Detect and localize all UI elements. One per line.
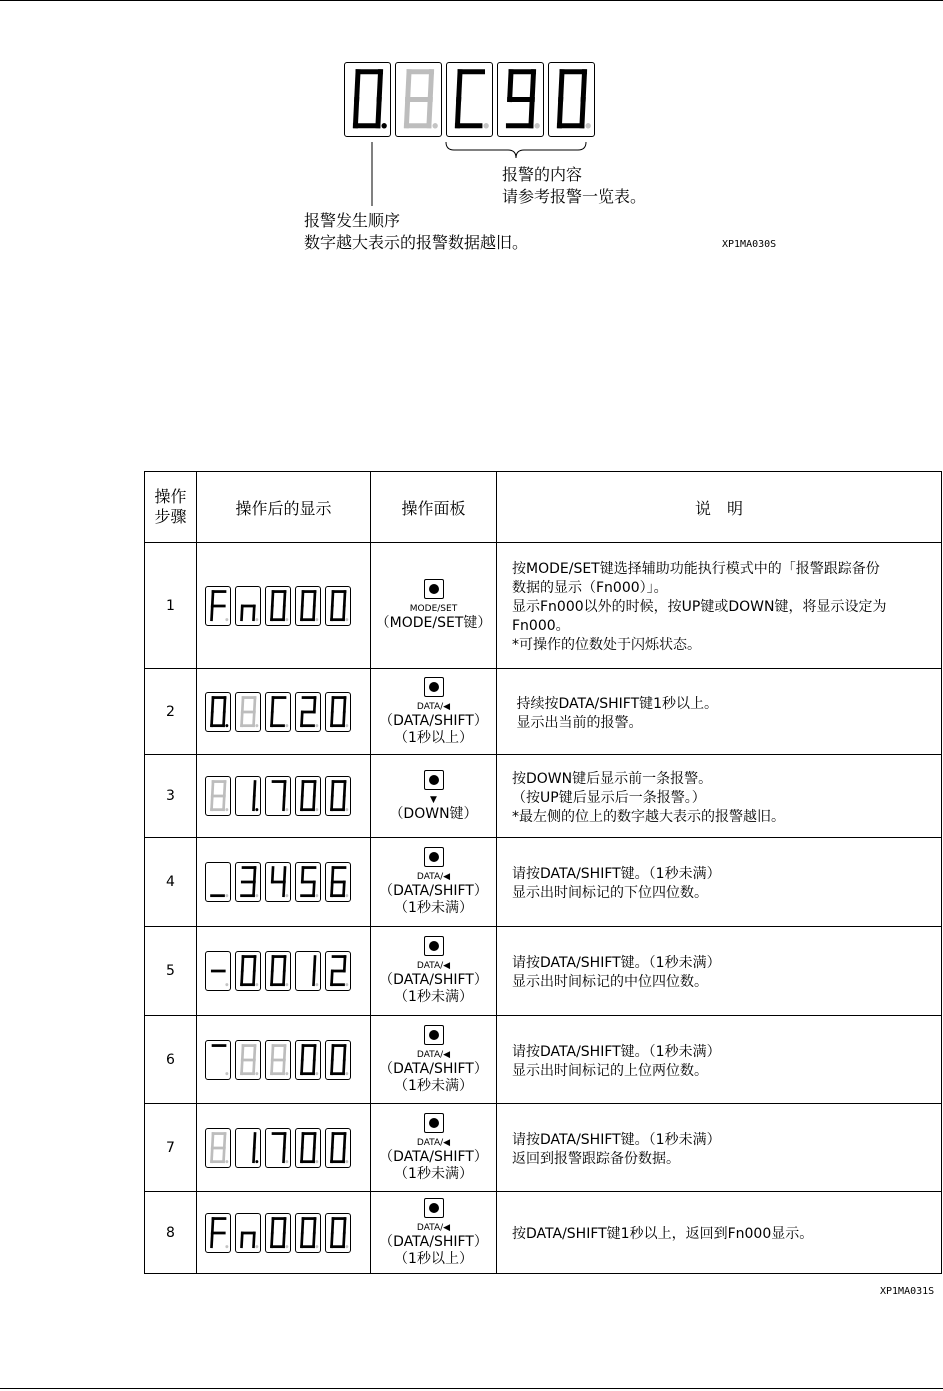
seven-segment-digit	[235, 776, 261, 816]
step-number: 4	[145, 838, 197, 927]
description-cell	[497, 543, 942, 669]
panel-cell	[371, 1192, 497, 1274]
seven-segment-display	[197, 1128, 370, 1168]
seven-segment-display	[197, 1213, 370, 1253]
panel-key-button[interactable]	[424, 770, 444, 790]
seven-segment-digit	[265, 1213, 291, 1253]
seven-segment-digit	[235, 692, 261, 732]
seven-segment-display	[197, 951, 370, 991]
seven-segment-digit	[265, 692, 291, 732]
key-icon-label: DATA/◀	[416, 872, 451, 882]
description-line: 按MODE/SET键选择辅助功能执行模式中的「报警跟踪备份	[512, 561, 880, 577]
table-row	[145, 838, 942, 927]
panel-cell	[371, 838, 497, 927]
description-line: 请按DATA/SHIFT键。（1秒未满）	[512, 1043, 721, 1060]
header-desc: 说 明	[497, 472, 942, 543]
seven-segment-display	[197, 1040, 370, 1080]
seven-segment-digit	[205, 586, 231, 626]
description-line: 显示出时间标记的中位四位数。	[512, 974, 708, 990]
seven-segment-digit	[325, 586, 351, 626]
description-cell	[497, 669, 942, 755]
description-cell	[497, 838, 942, 927]
panel-key-button[interactable]	[424, 936, 444, 956]
seven-segment-digit	[205, 1128, 231, 1168]
display-cell	[197, 1016, 371, 1104]
panel-cell	[371, 1016, 497, 1104]
key-icon-label: DATA/◀	[416, 961, 451, 971]
key-name: （DATA/SHIFT）	[379, 712, 488, 729]
description-line: 返回到报警跟踪备份数据。	[512, 1150, 680, 1167]
description-cell	[497, 1192, 942, 1274]
alarm-contents-label: 报警的内容 请参考报警一览表。	[502, 165, 647, 206]
panel-cell	[371, 755, 497, 838]
seven-segment-digit	[295, 862, 321, 902]
table-row	[145, 1016, 942, 1104]
description-line: 显示出时间标记的下位四位数。	[512, 885, 708, 901]
seven-segment-digit	[295, 692, 321, 732]
seven-segment-digit	[235, 951, 261, 991]
step-number: 5	[145, 927, 197, 1016]
seven-segment-digit	[325, 1128, 351, 1168]
seven-segment-digit	[205, 862, 231, 902]
panel-cell	[371, 927, 497, 1016]
seven-segment-digit	[205, 1213, 231, 1253]
description-cell	[497, 1104, 942, 1192]
seven-segment-display	[197, 692, 370, 732]
step-number: 8	[145, 1192, 197, 1274]
panel-key-button[interactable]	[424, 847, 444, 867]
panel-key-button[interactable]	[424, 1025, 444, 1045]
header-display: 操作后的显示	[197, 472, 371, 543]
description-line: 请按DATA/SHIFT键。（1秒未满）	[512, 955, 721, 971]
panel-key-button[interactable]	[424, 677, 444, 697]
panel-key-button[interactable]	[424, 1198, 444, 1218]
seven-segment-digit	[325, 1040, 351, 1080]
description-line: Fn000。	[512, 618, 570, 634]
step-number: 3	[145, 755, 197, 838]
display-cell	[197, 1104, 371, 1192]
key-duration: （1秒未满）	[394, 1077, 473, 1094]
description-cell	[497, 927, 942, 1016]
step-number: 1	[145, 543, 197, 669]
seven-segment-digit	[235, 862, 261, 902]
seven-segment-digit	[265, 951, 291, 991]
seven-segment-digit	[265, 776, 291, 816]
display-cell	[197, 927, 371, 1016]
seven-segment-digit	[235, 1040, 261, 1080]
table-row	[145, 1192, 942, 1274]
seven-segment-digit	[235, 1128, 261, 1168]
table-row	[145, 669, 942, 755]
description-line: 数据的显示（Fn000）」。	[512, 580, 668, 596]
display-cell	[197, 838, 371, 927]
description-cell	[497, 755, 942, 838]
seven-segment-digit	[295, 776, 321, 816]
key-duration: （1秒未满）	[394, 900, 473, 916]
seven-segment-digit	[295, 1040, 321, 1080]
description-line: 持续按DATA/SHIFT键1秒以上。	[512, 695, 719, 712]
table-code: XP1MA031S	[880, 1286, 935, 1297]
display-cell	[197, 755, 371, 838]
panel-key-button[interactable]	[424, 579, 444, 599]
panel-cell	[371, 669, 497, 755]
description-cell	[497, 1016, 942, 1104]
key-icon-label: DATA/◀	[416, 701, 451, 712]
bottom-rule	[0, 1388, 943, 1389]
key-name: （DATA/SHIFT）	[379, 1060, 488, 1077]
seven-segment-digit	[325, 1213, 351, 1253]
seven-segment-digit	[325, 862, 351, 902]
description-line: *最左侧的位上的数字越大表示的报警越旧。	[512, 808, 785, 825]
description-line: （按UP键后显示后一条报警。）	[512, 789, 706, 806]
seven-segment-display	[197, 586, 370, 626]
seven-segment-digit	[265, 1040, 291, 1080]
key-name: （DATA/SHIFT）	[379, 1148, 488, 1165]
figure-code: XP1MA030S	[722, 239, 777, 250]
key-name: （DATA/SHIFT）	[379, 883, 488, 899]
description-line: 请按DATA/SHIFT键。（1秒未满）	[512, 1131, 721, 1148]
seven-segment-digit	[325, 951, 351, 991]
annotation-lines	[0, 0, 943, 300]
seven-segment-digit	[295, 1213, 321, 1253]
seven-segment-digit	[295, 1128, 321, 1168]
key-duration: （1秒未满）	[394, 1165, 473, 1182]
alarm-order-label: 报警发生顺序 数字越大表示的报警数据越旧。	[304, 211, 529, 252]
panel-cell	[371, 543, 497, 669]
key-name: （DATA/SHIFT）	[379, 972, 488, 988]
seven-segment-display	[197, 862, 370, 902]
seven-segment-digit	[325, 692, 351, 732]
display-cell	[197, 1192, 371, 1274]
seven-segment-digit	[205, 951, 231, 991]
seven-segment-digit	[265, 586, 291, 626]
description-line: 显示Fn000以外的时候，按UP键或DOWN键，将显示设定为	[512, 599, 887, 615]
table-row	[145, 1104, 942, 1192]
description-line: 按DATA/SHIFT键1秒以上，返回到Fn000显示。	[512, 1226, 814, 1242]
seven-segment-digit	[265, 862, 291, 902]
seven-segment-digit	[325, 776, 351, 816]
seven-segment-display	[197, 776, 370, 816]
seven-segment-digit	[295, 951, 321, 991]
key-icon-label: DATA/◀	[416, 1137, 451, 1148]
seven-segment-digit	[235, 1213, 261, 1253]
seven-segment-digit	[295, 586, 321, 626]
description-line: 显示出时间标记的上位两位数。	[512, 1062, 708, 1079]
display-cell	[197, 669, 371, 755]
panel-key-button[interactable]	[424, 1113, 444, 1133]
description-line: 请按DATA/SHIFT键。（1秒未满）	[512, 866, 721, 882]
key-duration: （1秒未满）	[394, 989, 473, 1005]
step-number: 7	[145, 1104, 197, 1192]
key-icon-label: ▼	[430, 794, 437, 805]
operation-table	[144, 471, 942, 1274]
key-name: （MODE/SET键）	[375, 615, 492, 631]
seven-segment-digit	[205, 692, 231, 732]
step-number: 6	[145, 1016, 197, 1104]
step-number: 2	[145, 669, 197, 755]
key-duration: （1秒以上）	[394, 729, 473, 746]
description-line: 按DOWN键后显示前一条报警。	[512, 770, 713, 787]
display-cell	[197, 543, 371, 669]
key-name: （DATA/SHIFT）	[379, 1233, 488, 1250]
header-panel: 操作面板	[371, 472, 497, 543]
key-name: （DOWN键）	[389, 805, 478, 822]
key-icon-label: MODE/SET	[409, 604, 458, 614]
panel-cell	[371, 1104, 497, 1192]
seven-segment-digit	[265, 1128, 291, 1168]
description-line: 显示出当前的报警。	[512, 714, 643, 731]
table-row	[145, 543, 942, 669]
key-icon-label: DATA/◀	[416, 1049, 451, 1060]
seven-segment-digit	[205, 776, 231, 816]
seven-segment-digit	[235, 586, 261, 626]
description-line: *可操作的位数处于闪烁状态。	[512, 637, 701, 653]
key-icon-label: DATA/◀	[416, 1222, 451, 1233]
table-row	[145, 927, 942, 1016]
table-row	[145, 755, 942, 838]
header-step: 操作 步骤	[145, 472, 197, 543]
seven-segment-digit	[205, 1040, 231, 1080]
key-duration: （1秒以上）	[394, 1250, 473, 1267]
